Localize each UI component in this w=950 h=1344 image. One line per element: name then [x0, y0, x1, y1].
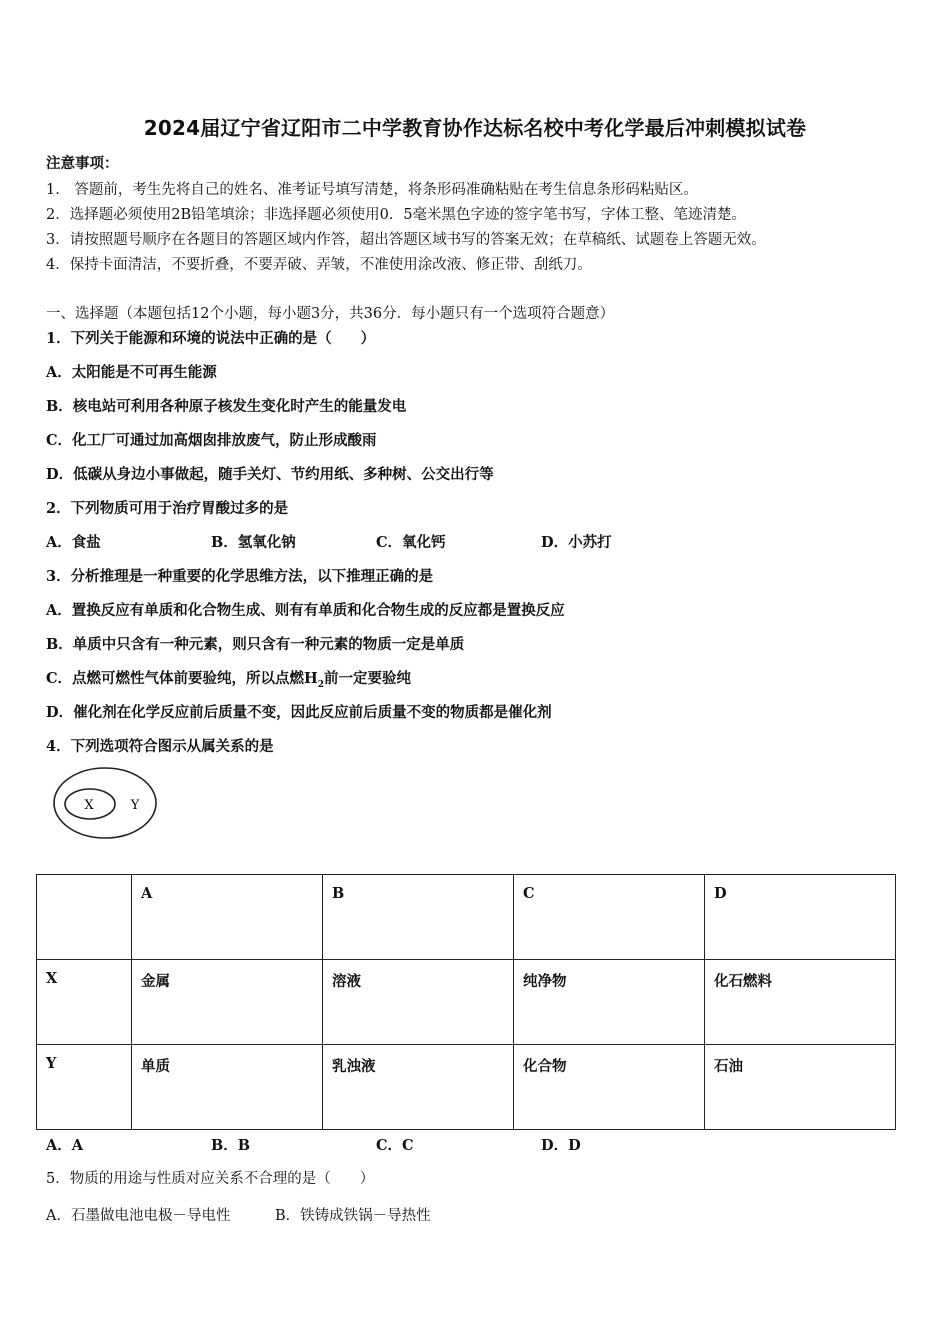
q3-option-b: B．单质中只含有一种元素，则只含有一种元素的物质一定是单质: [46, 636, 465, 653]
table-cell: 化石燃料: [705, 960, 896, 1045]
table-cell: Y: [37, 1045, 132, 1130]
notice-item-3: 3．请按照题号顺序在各题目的答题区域内作答，超出答题区域书写的答案无效；在草稿纸、试题卷上答题无效。: [46, 232, 766, 248]
venn-outer-ellipse: [54, 768, 156, 838]
q4-option-d: D．D: [541, 1137, 581, 1154]
q2-option-d: D．小苏打: [541, 534, 612, 551]
q5-stem: 5．物质的用途与性质对应关系不合理的是（ ）: [46, 1171, 375, 1187]
hydrogen-subscript: 2: [317, 679, 325, 690]
table-cell: 溶液: [323, 960, 514, 1045]
notice-item-1: 1. 答题前，考生先将自己的姓名、准考证号填写清楚，将条形码准确粘贴在考生信息条形码粘贴区。: [46, 182, 698, 198]
notice-item-4: 4．保持卡面清洁，不要折叠，不要弄破、弄皱，不准使用涂改液、修正带、刮纸刀。: [46, 257, 592, 273]
table-cell: B: [323, 875, 514, 960]
q4-stem: 4．下列选项符合图示从属关系的是: [46, 738, 274, 755]
q4-option-b: B．B: [211, 1137, 251, 1154]
q1-option-c: C．化工厂可通过加高烟囱排放废气，防止形成酸雨: [46, 432, 377, 449]
q3-option-c-tail: 前一定要验纯: [324, 670, 412, 687]
q3-option-c-text: C．点燃可燃性气体前要验纯，所以点燃: [46, 670, 305, 687]
table-cell: X: [37, 960, 132, 1045]
venn-diagram: [52, 763, 162, 841]
table-cell: 石油: [705, 1045, 896, 1130]
table-row: [37, 1045, 896, 1130]
q2-option-c: C．氧化钙: [376, 534, 446, 551]
venn-label-x: X: [84, 798, 94, 813]
section-heading: 一、选择题（本题包括12个小题，每小题3分，共36分．每小题只有一个选项符合题意）: [46, 306, 615, 322]
q1-stem: 1．下列关于能源和环境的说法中正确的是（ ）: [46, 330, 376, 347]
q3-stem: 3．分析推理是一种重要的化学思维方法，以下推理正确的是: [46, 568, 434, 585]
q1-option-b: B．核电站可利用各种原子核发生变化时产生的能量发电: [46, 398, 407, 415]
table-cell: 乳浊液: [323, 1045, 514, 1130]
page-title: 2024届辽宁省辽阳市二中学教育协作达标名校中考化学最后冲刺模拟试卷: [143, 116, 807, 140]
q3-option-c: [46, 667, 411, 690]
table-cell: [37, 875, 132, 960]
table-cell: C: [514, 875, 705, 960]
q1-option-d: D．低碳从身边小事做起，随手关灯、节约用纸、多种树、公交出行等: [46, 466, 494, 483]
q3-option-a: A．置换反应有单质和化合物生成、则有有单质和化合物生成的反应都是置换反应: [46, 602, 565, 619]
q4-option-c: C．C: [376, 1137, 414, 1154]
venn-label-y: Y: [130, 798, 140, 813]
table-cell: 化合物: [514, 1045, 705, 1130]
q4-table: [36, 874, 896, 1130]
q5-option-a: A．石墨做电池电极－导电性: [46, 1208, 231, 1224]
q2-option-a: A．食盐: [46, 534, 101, 551]
q3-option-d: D．催化剂在化学反应前后质量不变，因此反应前后质量不变的物质都是催化剂: [46, 704, 552, 721]
q4-option-a: A．A: [46, 1137, 84, 1154]
q5-option-b: B．铁铸成铁锅－导热性: [275, 1208, 431, 1224]
notice-heading: 注意事项：: [46, 155, 119, 172]
notice-item-2: 2．选择题必须使用2B铅笔填涂；非选择题必须使用0．5毫米黑色字迹的签字笔书写，字体工整、笔迹清楚。: [46, 207, 747, 223]
table-cell: 金属: [132, 960, 323, 1045]
q2-stem: 2．下列物质可用于治疗胃酸过多的是: [46, 500, 289, 517]
table-cell: D: [705, 875, 896, 960]
table-cell: 纯净物: [514, 960, 705, 1045]
q2-option-b: B．氢氧化钠: [211, 534, 296, 551]
table-cell: A: [132, 875, 323, 960]
table-row: [37, 875, 896, 960]
hydrogen-formula: H: [304, 670, 318, 687]
table-row: [37, 960, 896, 1045]
table-cell: 单质: [132, 1045, 323, 1130]
q1-option-a: A．太阳能是不可再生能源: [46, 364, 217, 381]
